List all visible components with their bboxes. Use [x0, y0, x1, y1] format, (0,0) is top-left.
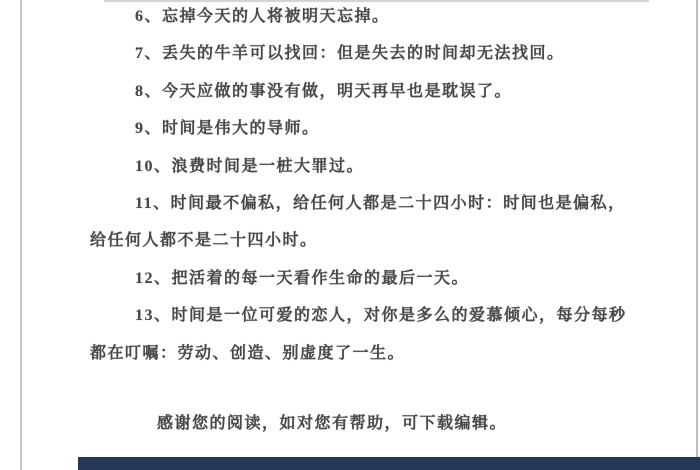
thanks-note: 感谢您的阅读，如对您有帮助，可下载编辑。 — [157, 415, 508, 432]
page-border-right — [696, 0, 698, 470]
quote-list — [90, 0, 655, 372]
quote-item: 12、把活着的每一天看作生命的最后一天。 — [135, 269, 470, 287]
quote-item: 9、时间是伟大的导师。 — [135, 120, 320, 138]
page-border-left — [20, 0, 22, 470]
quote-item: 10、浪费时间是一桩大罪过。 — [135, 157, 365, 175]
quote-item: 8、今天应做的事没有做，明天再早也是耽误了。 — [135, 82, 513, 100]
quote-item: 11、时间最不偏私，给任何人都是二十四小时：时间也是偏私， 给任何人都不是二十四小时。 — [90, 195, 626, 250]
bottom-bar — [78, 457, 700, 470]
quote-item: 6、忘掉今天的人将被明天忘掉。 — [135, 8, 390, 25]
quote-item: 13、时间是一位可爱的恋人，对你是多么的爱慕倾心，每分每秒 都在叮嘱：劳动、创造、别虚度了一生。 — [90, 307, 627, 362]
quote-item: 7、丢失的牛羊可以找回：但是失去的时间却无法找回。 — [135, 45, 565, 63]
